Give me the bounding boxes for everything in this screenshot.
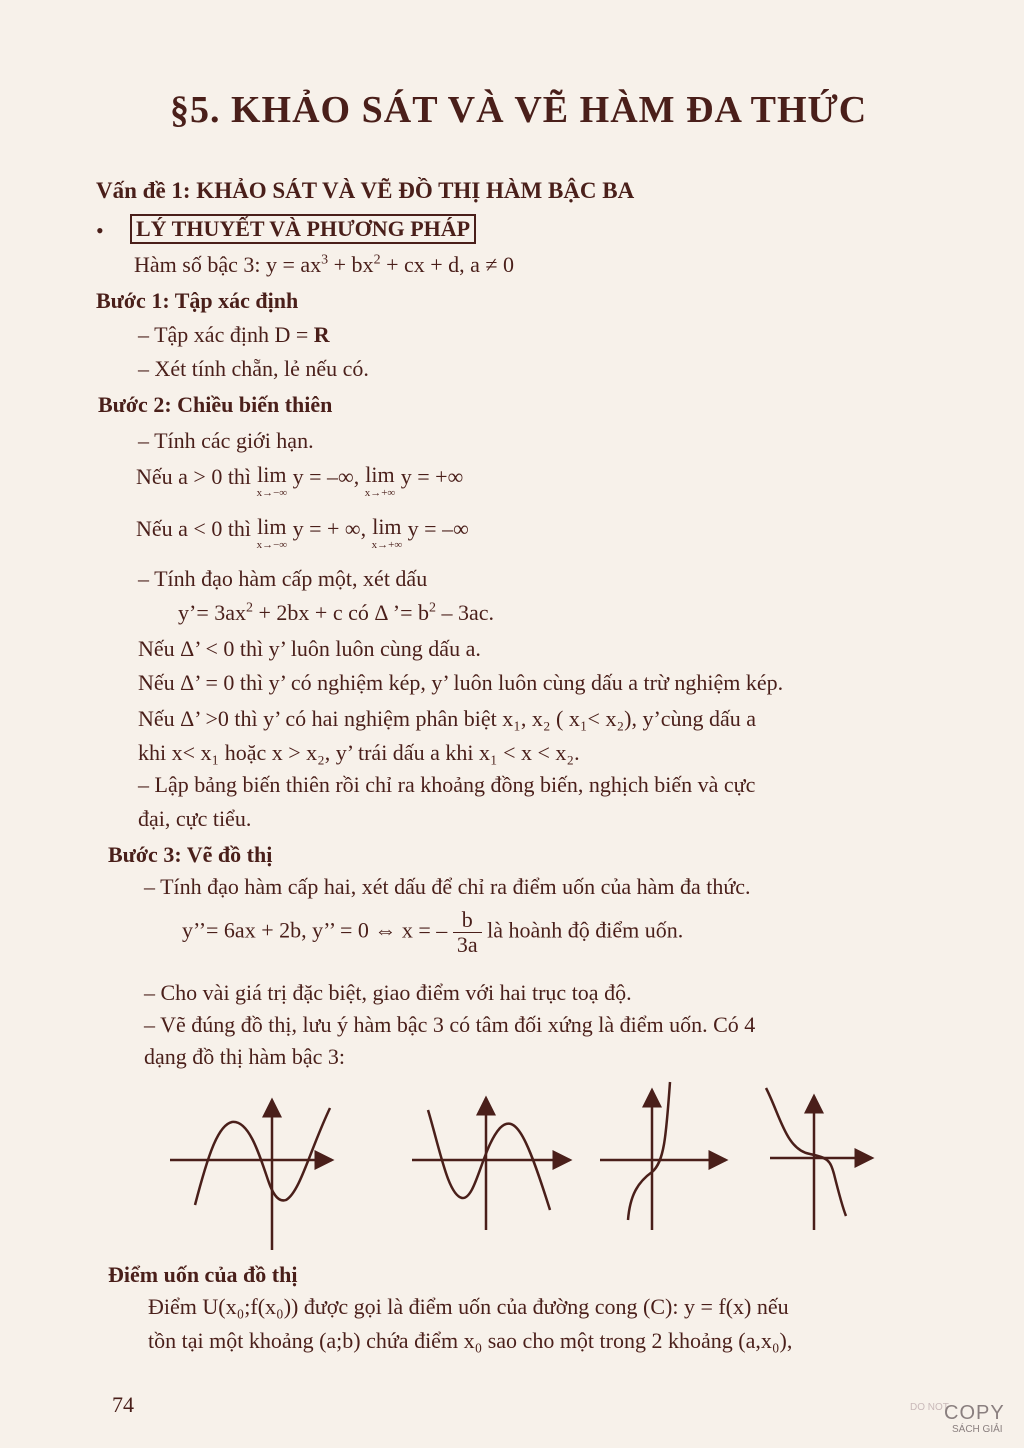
cubic-graph-2 — [412, 1098, 570, 1230]
page-number: 74 — [112, 1392, 134, 1417]
step1-heading: Bước 1: Tập xác định — [96, 288, 299, 313]
limits-intro: – Tính các giới hạn. — [138, 428, 314, 453]
variation-table-line-cont: đại, cực tiểu. — [138, 806, 252, 831]
curve — [628, 1082, 670, 1220]
derivative-formula: y’= $3ax^2 + 2bx + c$ có Δ ’= $b^2 - 3ac$. — [178, 600, 495, 625]
step1-domain: – Tập xác định D = R — [138, 322, 330, 347]
case-delta-zero: Nếu Δ’ = 0 thì y’ có nghiệm kép, y’ luôn luôn cùng dấu a trừ nghiệm kép. — [138, 670, 784, 695]
derivative-intro: – Tính đạo hàm cấp một, xét dấu — [138, 566, 428, 591]
page-title: §5. KHẢO SÁT VÀ VẼ HÀM ĐA THỨC — [170, 89, 868, 131]
draw-graph-line: – Vẽ đúng đồ thị, lưu ý hàm bậc 3 có tâm đối xứng là điểm uốn. Có 4 — [144, 1012, 756, 1037]
case-delta-positive-cont: khi x< x₁ hoặc x > x₂, y’ trái dấu a khi x₁ < x < x₂. — [138, 740, 580, 765]
variation-table-line: – Lập bảng biến thiên rồi chỉ ra khoảng đồng biến, nghịch biến và cực — [138, 772, 756, 797]
cubic-graph-shapes — [160, 1080, 880, 1250]
second-derivative-intro: – Tính đạo hàm cấp hai, xét dấu để chỉ ra điểm uốn của hàm đa thức. — [144, 874, 751, 899]
limits-a-negative: Nếu a < 0 thì lim x→−∞ y = + ∞, lim x→+∞ y = –∞ — [136, 514, 469, 551]
bullet-dot: • — [96, 218, 104, 243]
cubic-graph-1 — [170, 1100, 332, 1250]
inflection-definition-cont: tồn tại một khoảng (a;b) chứa điểm x₀ sao cho một trong 2 khoảng (a,x₀), — [148, 1328, 793, 1353]
inflection-definition: Điểm U(x₀;f(x₀)) được gọi là điểm uốn của đường cong (C): y = f(x) nếu — [148, 1294, 789, 1319]
inflection-heading: Điểm uốn của đồ thị — [108, 1262, 298, 1287]
theory-heading: LÝ THUYẾT VÀ PHƯƠNG PHÁP — [130, 214, 476, 244]
curve — [766, 1088, 846, 1216]
issue-heading: Vấn đề 1: KHẢO SÁT VÀ VẼ ĐỒ THỊ HÀM BẬC BA — [96, 178, 635, 203]
watermark-stamp: DO NOT COPY SÁCH GIẢI — [910, 1402, 1005, 1435]
limits-a-positive: Nếu a > 0 thì lim x→−∞ y = –∞, lim x→+∞ y = +∞ — [136, 462, 464, 499]
inflection-formula: y’’= 6ax + 2b, y’’ = 0 ⇔ x = – $\frac{b}{3a}$ là hoành độ điểm uốn. — [182, 907, 684, 958]
case-delta-positive: Nếu Δ’ >0 thì y’ có hai nghiệm phân biệt x₁, x₂ ( x₁< x₂), y’cùng dấu a — [138, 706, 757, 731]
draw-graph-line-cont: dạng đồ thị hàm bậc 3: — [144, 1044, 346, 1069]
curve — [195, 1108, 330, 1205]
step1-parity: – Xét tính chẵn, lẻ nếu có. — [138, 356, 369, 381]
cubic-graph-4 — [766, 1088, 872, 1230]
cubic-graph-3 — [600, 1082, 726, 1230]
case-delta-negative: Nếu Δ’ < 0 thì y’ luôn luôn cùng dấu a. — [138, 636, 481, 661]
cubic-definition: Hàm số bậc 3: $y = ax^3 + bx^2$ + cx + d, a ≠ 0 — [134, 252, 514, 277]
step3-heading: Bước 3: Vẽ đồ thị — [108, 842, 273, 867]
special-values-line: – Cho vài giá trị đặc biệt, giao điểm với hai trục toạ độ. — [144, 980, 632, 1005]
step2-heading: Bước 2: Chiều biến thiên — [98, 392, 333, 417]
